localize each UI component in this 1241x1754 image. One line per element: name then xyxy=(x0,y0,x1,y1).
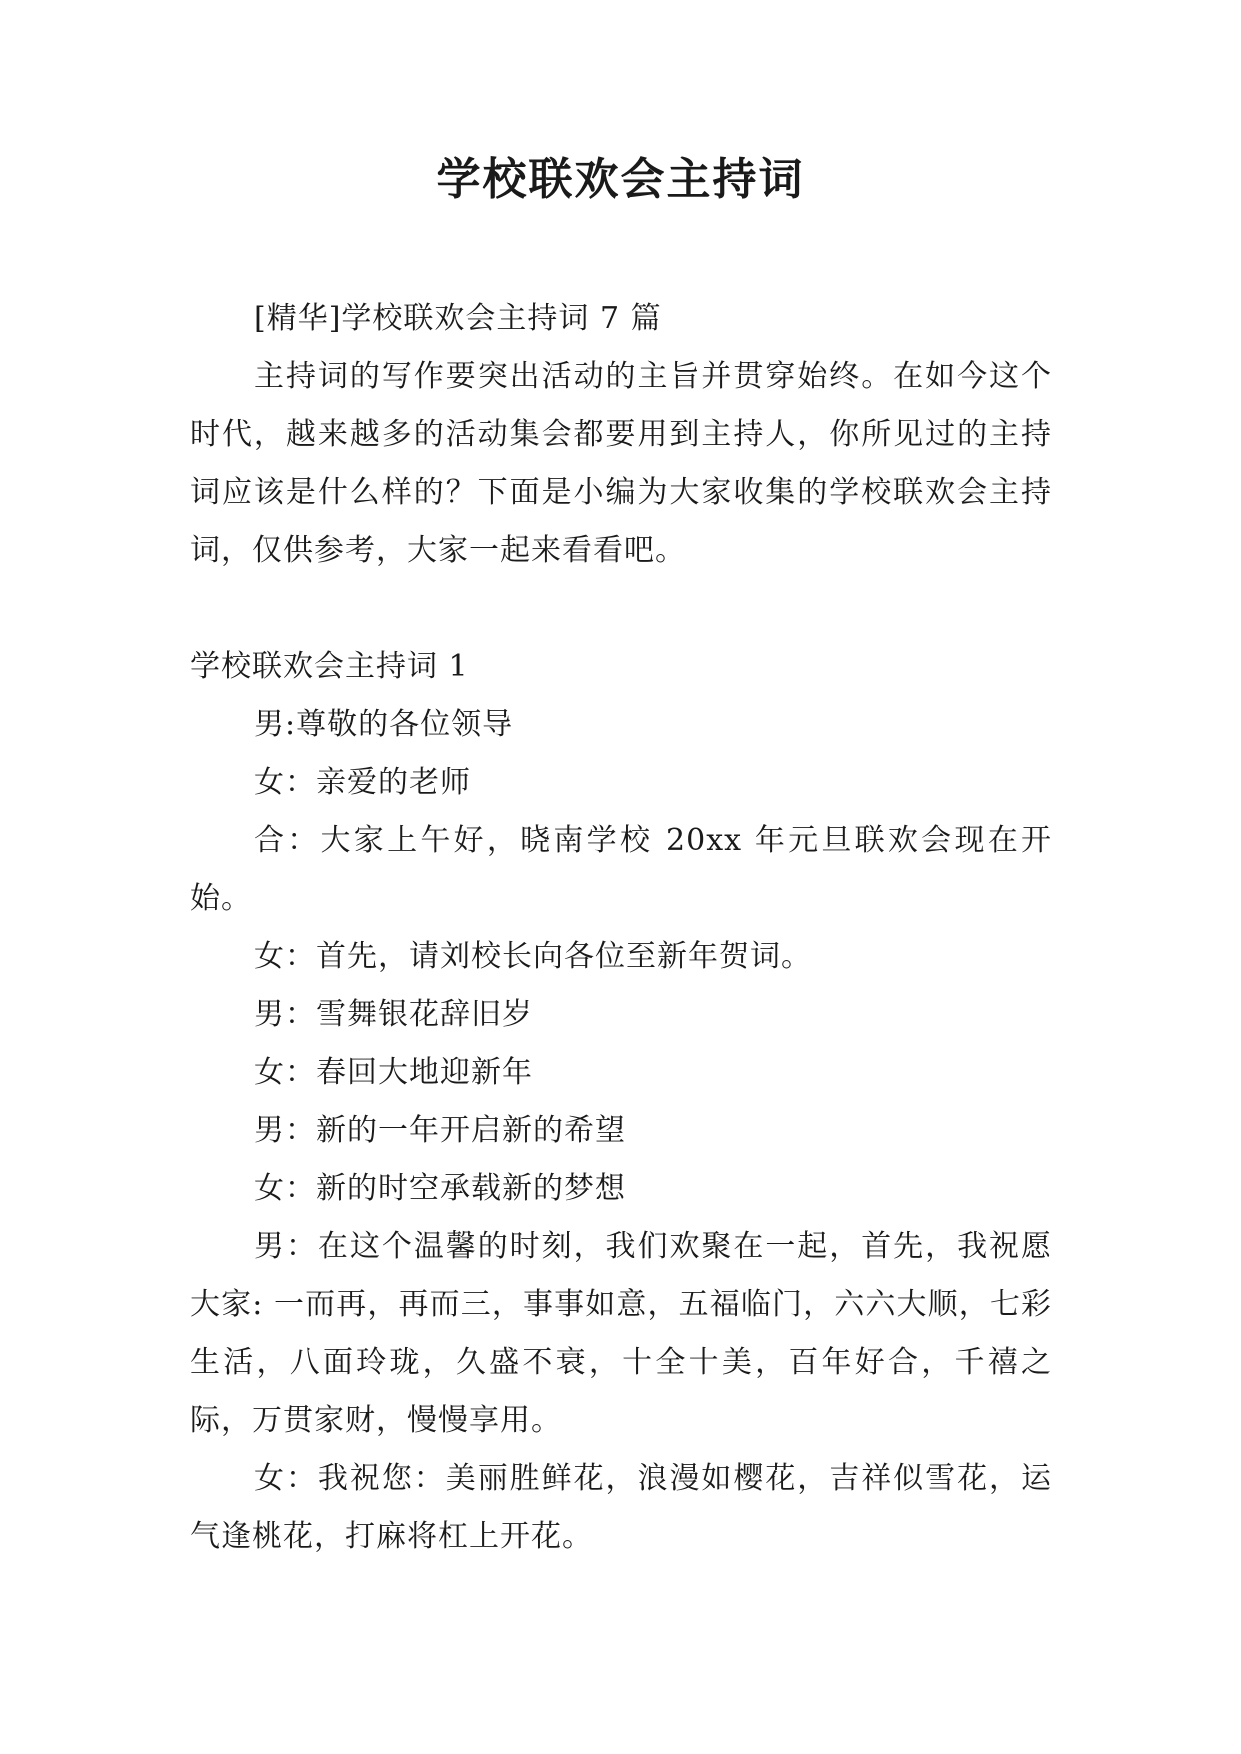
document-body xyxy=(190,290,1052,1566)
subtitle-paragraph: [精华]学校联欢会主持词 7 篇 xyxy=(254,301,662,336)
section-heading: 学校联欢会主持词 1 xyxy=(190,649,469,684)
dialogue-line: 男：在这个温馨的时刻，我们欢聚在一起，首先，我祝愿大家: 一而再，再而三，事事如意，五福临门，六六大顺，七彩生活，八面玲珑，久盛不衰，十全十美，百年好合，千禧之际，万贯家财，慢慢享用。 xyxy=(190,1229,1052,1438)
dialogue-line: 男:尊敬的各位领导 xyxy=(254,707,514,742)
section-spacer xyxy=(190,580,1052,638)
intro-paragraph: 主持词的写作要突出活动的主旨并贯穿始终。在如今这个时代，越来越多的活动集会都要用到主持人，你所见过的主持词应该是什么样的？下面是小编为大家收集的学校联欢会主持词，仅供参考，大家一起来看看吧。 xyxy=(190,359,1052,568)
dialogue-line: 女：亲爱的老师 xyxy=(254,765,471,800)
dialogue-line: 女：首先，请刘校长向各位至新年贺词。 xyxy=(254,939,812,974)
dialogue-line: 女：春回大地迎新年 xyxy=(254,1055,533,1090)
document-title: 学校联欢会主持词 xyxy=(436,154,805,205)
dialogue-line: 男：新的一年开启新的希望 xyxy=(254,1113,626,1148)
dialogue-line: 男：雪舞银花辞旧岁 xyxy=(254,997,533,1032)
dialogue-line: 女：新的时空承载新的梦想 xyxy=(254,1171,626,1206)
dialogue-line: 女：我祝您：美丽胜鲜花，浪漫如樱花，吉祥似雪花，运气逢桃花，打麻将杠上开花。 xyxy=(190,1461,1052,1554)
dialogue-line: 合：大家上午好，晓南学校 20xx 年元旦联欢会现在开始。 xyxy=(190,823,1052,916)
